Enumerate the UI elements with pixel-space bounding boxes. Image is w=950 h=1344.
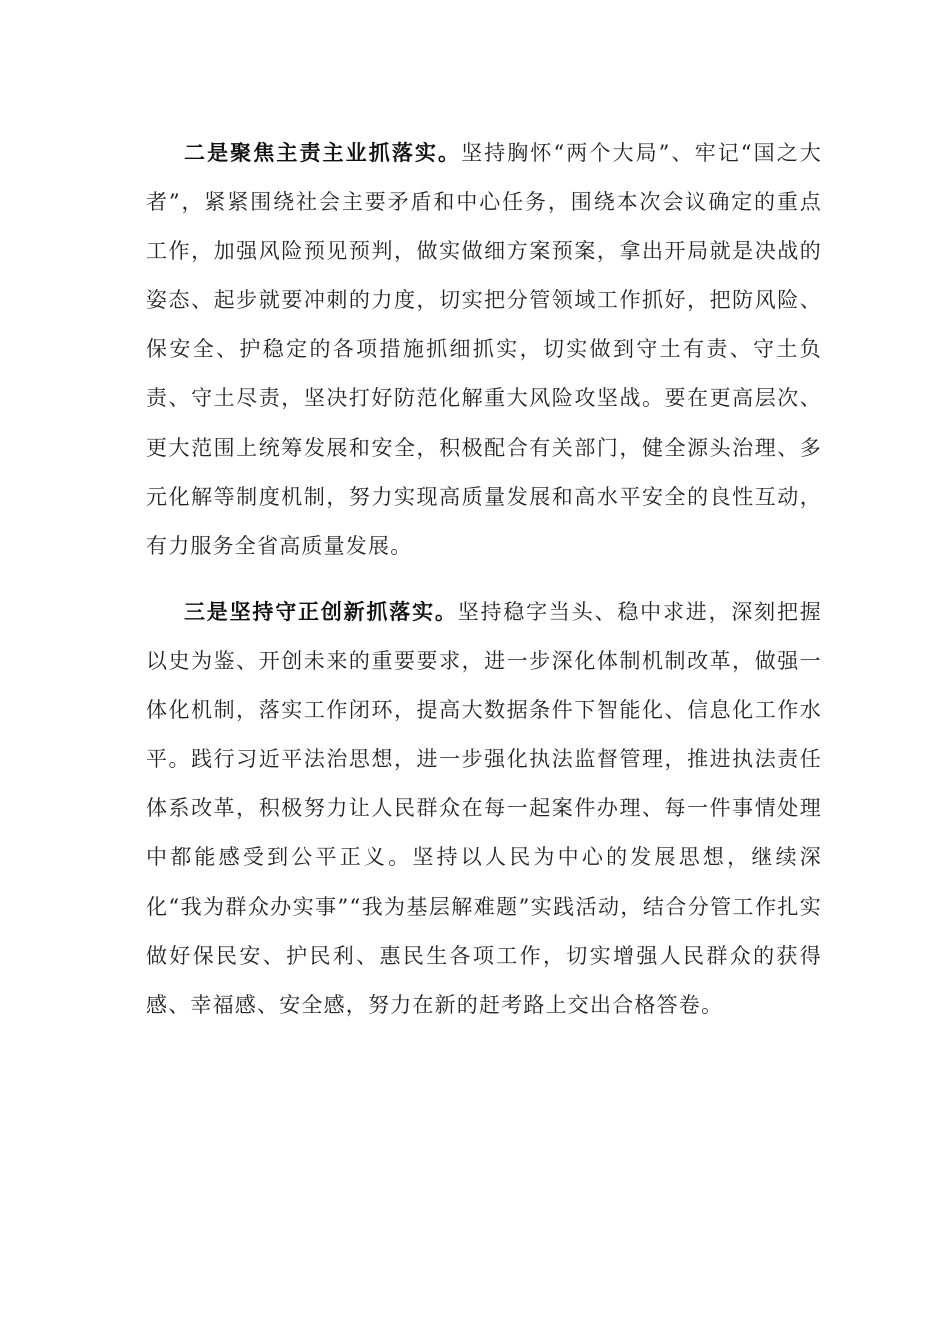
paragraph-heading: 二是聚焦主责主业抓落实。 bbox=[184, 140, 462, 165]
paragraph-innovation bbox=[146, 587, 822, 1030]
paragraph-heading: 三是坚持守正创新抓落实。 bbox=[184, 599, 458, 624]
paragraph-body: 坚持胸怀“两个大局”、牢记“国之大者”，紧紧围绕社会主要矛盾和中心任务，围绕本次会议确定的重点工作，加强风险预见预判，做实做细方案预案，拿出开局就是决战的姿态、起步就要冲刺的力度，切实把分管领域工作抓好，把防风险、保安全、护稳定的各项措施抓细抓实，切实做到守土有责、守土负责、守土尽责，坚决打好防范化解重大风险攻坚战。要在更高层次、更大范围上统筹发展和安全，积极配合有关部门，健全源头治理、多元化解等制度机制，努力实现高质量发展和高水平安全的良性互动，有力服务全省高质量发展。 bbox=[146, 141, 822, 558]
paragraph-body: 坚持稳字当头、稳中求进，深刻把握以史为鉴、开创未来的重要要求，进一步深化体制机制改革，做强一体化机制，落实工作闭环，提高大数据条件下智能化、信息化工作水平。践行习近平法治思想，进一步强化执法监督管理，推进执法责任体系改革，积极努力让人民群众在每一起案件办理、每一件事情处理中都能感受到公平正义。坚持以人民为中心的发展思想，继续深化“我为群众办实事”“我为基层解难题”实践活动，结合分管工作扎实做好保民安、护民利、惠民生各项工作，切实增强人民群众的获得感、幸福感、安全感，努力在新的赶考路上交出合格答卷。 bbox=[146, 600, 822, 1017]
paragraph-focus-main-duties bbox=[146, 128, 822, 571]
